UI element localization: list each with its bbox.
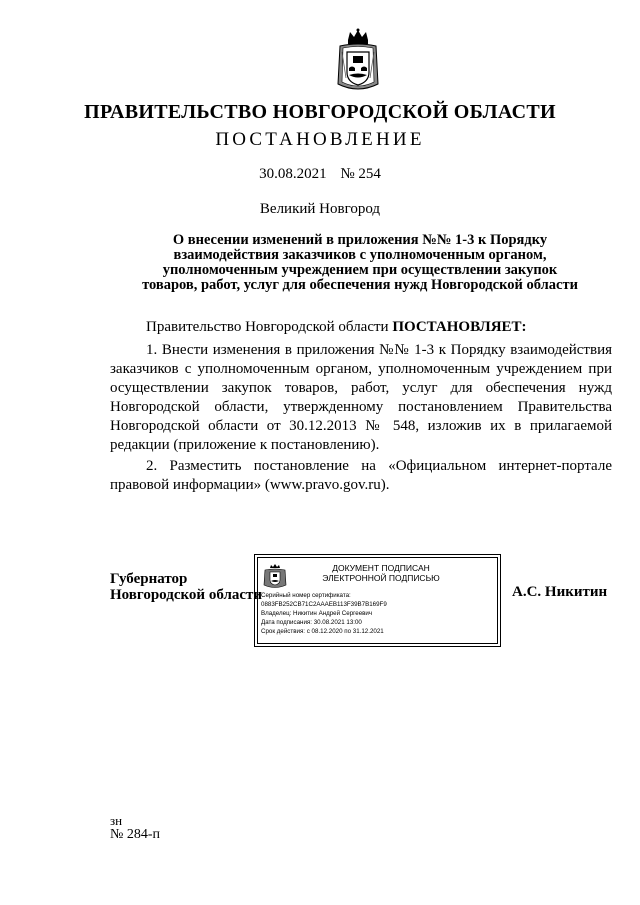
registration-number: № 284-п xyxy=(110,827,161,842)
paragraph-1: 1. Внести изменения в приложения №№ 1-3 к Порядку взаимодействия заказчиков с уполномоченным органом, уполномоченным учреждением при осуществлении закупок товаров, работ, услуг для обеспечения нужд Новгородской области, утвержденному постановлением Правительства Новгородской области от 30.12.2013 № 548, изложив их в прилагаемой редакции (приложение к постановлению). xyxy=(110,342,612,453)
subject-line: взаимодействия заказчиков с уполномоченным органом, xyxy=(173,247,547,263)
coat-of-arms-seal-icon xyxy=(262,563,288,589)
signer-name: А.С. Никитин xyxy=(512,584,608,600)
resolution-lead xyxy=(110,318,612,337)
stamp-heading xyxy=(292,563,470,583)
signatory-title-line: Губернатор xyxy=(110,571,188,587)
signatory-title-line: Новгородской области xyxy=(110,587,263,603)
lead-keyword: ПОСТАНОВЛЯЕТ: xyxy=(392,319,527,335)
footer-registration xyxy=(110,814,160,841)
stamp-details xyxy=(261,591,387,636)
certificate-serial-value: 0883FB252CB71C2AAAEB113F39B7B169F9 xyxy=(261,601,387,608)
date-number-line xyxy=(0,166,640,183)
signatory-title xyxy=(110,571,262,603)
document-subject xyxy=(120,233,600,293)
stamp-heading-line: ЭЛЕКТРОННОЙ ПОДПИСЬЮ xyxy=(322,573,440,583)
stamp-heading-line: ДОКУМЕНТ ПОДПИСАН xyxy=(332,563,430,573)
paragraph-2: 2. Разместить постановление на «Официальном интернет-портале правовой информации» (www.pravo.gov.ru). xyxy=(110,458,612,493)
certificate-validity: Срок действия: с 08.12.2020 по 31.12.2021 xyxy=(261,628,384,635)
novgorod-coat-of-arms-icon xyxy=(334,28,382,94)
document-number: № 254 xyxy=(340,166,381,182)
stamp-inner-frame xyxy=(257,557,498,644)
certificate-owner: Владелец: Никитин Андрей Сергеевич xyxy=(261,610,373,617)
document-date: 30.08.2021 xyxy=(259,166,327,182)
subject-line: товаров, работ, услуг для обеспечения нужд Новгородской области xyxy=(142,277,578,293)
certificate-serial-label: Серийный номер сертификата: xyxy=(261,592,351,599)
subject-line: О внесении изменений в приложения №№ 1-3 к Порядку xyxy=(172,232,548,248)
signing-date: Дата подписания: 30.08.2021 13:00 xyxy=(261,619,362,626)
lead-text: Правительство Новгородской области xyxy=(146,319,393,335)
city: Великий Новгород xyxy=(259,201,381,217)
org-title: ПРАВИТЕЛЬСТВО НОВГОРОДСКОЙ ОБЛАСТИ xyxy=(84,101,556,123)
electronic-signature-stamp xyxy=(254,554,501,647)
subject-line: уполномоченным учреждением при осуществлении закупок xyxy=(162,262,558,278)
document-type: ПОСТАНОВЛЕНИЕ xyxy=(215,129,425,150)
document-body xyxy=(110,318,612,495)
footer-code: зн xyxy=(110,813,123,828)
